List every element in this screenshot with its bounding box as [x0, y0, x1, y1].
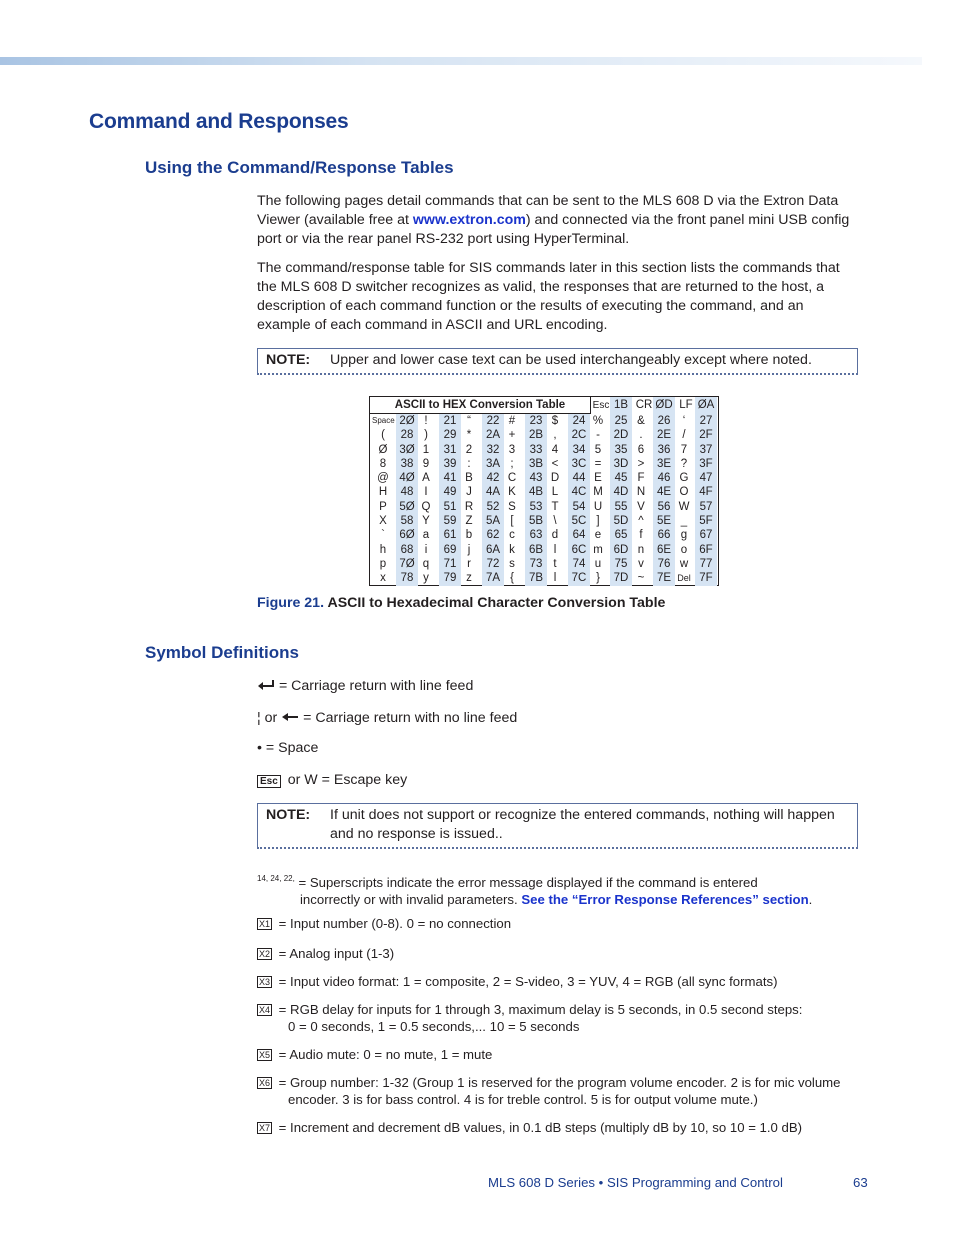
ascii-hex: 33 [529, 443, 543, 456]
ascii-hex: 57 [699, 500, 713, 513]
ascii-char: l [553, 572, 557, 585]
ascii-char: $ [551, 415, 559, 427]
ascii-hex: 2E [656, 429, 672, 442]
ascii-header-char: CR [635, 399, 653, 411]
ascii-hex: 4C [571, 486, 587, 499]
ascii-hex: 78 [400, 572, 414, 585]
ascii-hex: 4E [656, 486, 672, 499]
ascii-char: Space [372, 416, 395, 425]
variable-label-box: X3 [259, 977, 271, 987]
ascii-hex: 6D [613, 543, 629, 556]
ascii-hex: 73 [529, 557, 543, 570]
ascii-char: L [551, 486, 559, 499]
ascii-char-column [587, 414, 609, 586]
ascii-char: 7 [680, 443, 688, 456]
section-title-command-tables: Using the Command/Response Tables [145, 158, 454, 177]
ascii-hex: 41 [443, 472, 457, 485]
variable-label-box: X4 [259, 1005, 271, 1015]
ascii-hex: 4B [528, 486, 544, 499]
ascii-char: w [679, 557, 689, 570]
ascii-char: 8 [379, 457, 387, 470]
ascii-char: A [422, 472, 430, 485]
ascii-hex: 4F [699, 486, 713, 499]
left-arrow-icon [281, 712, 299, 722]
ascii-char: 5 [594, 443, 602, 456]
ascii-char: Z [465, 515, 473, 528]
ascii-char: ~ [637, 572, 645, 585]
ascii-char-column [415, 414, 437, 586]
ascii-char: K [508, 486, 516, 499]
ascii-char: + [508, 429, 516, 442]
esc-key-icon: Esc [257, 775, 281, 788]
intro-text-2: ) and connected via the front panel mini USB config port or via the rear panel RS-232 port using HyperTerminal. [257, 212, 850, 247]
ascii-char: I [424, 486, 428, 499]
footer-title: MLS 608 D Series • SIS Programming and Control [488, 1175, 783, 1190]
ascii-char: e [594, 529, 602, 542]
ascii-hex: 2F [699, 429, 713, 442]
ascii-char: @ [377, 472, 389, 485]
ascii-hex: 72 [486, 557, 500, 570]
ascii-char: ( [381, 429, 385, 442]
ascii-hex: 3A [485, 457, 501, 470]
ascii-hex: 71 [443, 557, 457, 570]
ascii-hex: 4Ø [399, 472, 415, 485]
ascii-char: ) [424, 429, 428, 442]
ascii-hex: 4D [613, 486, 629, 499]
variable-text: = Analog input (1-3) [275, 946, 395, 961]
ascii-hex: 5Ø [399, 500, 415, 513]
symbol-pipe-text: ¦ or [257, 710, 282, 726]
ascii-header-char: Esc [592, 400, 610, 411]
symbol-cr-no-lf-text: = Carriage return with no line feed [299, 710, 518, 726]
ascii-hex: 55 [614, 500, 628, 513]
ascii-hex: 51 [443, 500, 457, 513]
ascii-hex: 43 [529, 472, 543, 485]
ascii-char-column [458, 414, 480, 586]
ascii-char: C [507, 472, 517, 485]
ascii-hex: 59 [443, 515, 457, 528]
variable-label-box: X1 [259, 919, 271, 929]
ascii-hex: 67 [699, 529, 713, 542]
ascii-char: D [550, 472, 560, 485]
symbol-cr-lf-text: = Carriage return with line feed [275, 678, 474, 694]
ascii-hex: 6Ø [399, 529, 415, 542]
ascii-char: m [593, 543, 603, 556]
ascii-char: N [636, 486, 646, 499]
ascii-char: t [553, 557, 557, 570]
ascii-header-hex: 1B [610, 397, 632, 414]
ascii-char: J [466, 486, 472, 499]
note-text-2: If unit does not support or recognize the entered commands, nothing will happen and no response is issued.. [330, 807, 835, 842]
ascii-hex: 65 [614, 529, 628, 542]
ascii-hex: 2Ø [399, 415, 415, 427]
ascii-hex: 7C [571, 572, 587, 585]
variable-text: = Increment and decrement dB values, in 0.1 dB steps (multiply dB by 10, so 10 = 1.0 dB) [275, 1120, 803, 1135]
note-label: NOTE: [266, 352, 311, 368]
ascii-char: o [680, 543, 688, 556]
variable-label-box: X7 [259, 1123, 271, 1133]
ascii-hex: 7D [613, 572, 629, 585]
ascii-hex: 23 [529, 415, 543, 427]
variable-text: = RGB delay for inputs for 1 through 3, maximum delay is 5 seconds, in 0.5 second steps: [275, 1002, 803, 1017]
ascii-char: E [594, 472, 602, 485]
ascii-hex: 29 [443, 429, 457, 442]
ascii-hex: 74 [572, 557, 586, 570]
ascii-char: 2 [465, 443, 473, 456]
ascii-hex: 62 [486, 529, 500, 542]
ascii-hex-column [695, 414, 717, 586]
ascii-hex: 76 [657, 557, 671, 570]
figure-number: Figure 21. [257, 595, 325, 611]
ascii-hex: 6F [699, 543, 713, 556]
variable-text: = Group number: 1-32 (Group 1 is reserved for the program volume encoder. 2 is for mic volume [275, 1075, 841, 1090]
intro-text-1: The following pages detail commands that can be sent to the MLS 608 D via the Extron Data Viewer (available free at [257, 193, 839, 228]
ascii-char: # [508, 415, 516, 427]
ascii-hex: 5D [613, 515, 629, 528]
ascii-char: T [551, 500, 559, 513]
ascii-hex: 7F [699, 572, 713, 585]
ascii-hex: 3D [613, 457, 629, 470]
ascii-char: Ø [378, 443, 388, 456]
ascii-hex-column [610, 414, 632, 586]
ascii-char: f [639, 529, 643, 542]
ascii-hex: 2A [485, 429, 501, 442]
variable-definition [257, 1001, 857, 1035]
ascii-char: : [467, 457, 471, 470]
variable-definition [257, 1046, 857, 1063]
ascii-hex: 3E [656, 457, 672, 470]
ascii-char: 9 [422, 457, 430, 470]
symbol-cr-no-lf [257, 709, 517, 728]
ascii-hex-column [653, 414, 675, 586]
ascii-header-char: LF [679, 399, 693, 411]
ascii-hex-table [369, 396, 719, 586]
ascii-hex: 25 [614, 415, 628, 427]
table-description-paragraph: The command/response table for SIS commands later in this section lists the commands that the MLS 608 D switcher recognizes as valid, the responses that are returned to the host, a description of each command function or the results of executing the command, and an example of each command in ASCII and URL encoding. [257, 260, 840, 333]
variable-text-continued: encoder. 3 is for bass control. 4 is for treble control. 5 is for output volume mute.) [288, 1092, 758, 1107]
return-arrow-icon [257, 680, 275, 690]
ascii-char: g [680, 529, 688, 542]
ascii-hex: 4A [485, 486, 501, 499]
ascii-header-hex: ØD [653, 397, 675, 414]
ascii-char: x [380, 572, 386, 585]
ascii-hex: 6E [656, 543, 672, 556]
ascii-char: , [553, 429, 557, 442]
ascii-char: B [465, 472, 473, 485]
ascii-hex: 7Ø [399, 557, 415, 570]
ascii-char: ! [424, 415, 428, 427]
ascii-char: ‘ [682, 415, 686, 427]
ascii-char: ; [510, 457, 514, 470]
ascii-hex: 68 [400, 543, 414, 556]
ascii-char: 4 [551, 443, 559, 456]
ascii-hex: 6A [485, 543, 501, 556]
note-box-case [257, 348, 858, 375]
symbol-escape [257, 771, 407, 790]
ascii-hex: 58 [400, 515, 414, 528]
ascii-char: % [592, 415, 604, 427]
ascii-char: / [682, 429, 686, 442]
ascii-char: h [379, 543, 387, 556]
ascii-hex: 6B [528, 543, 544, 556]
ascii-char: M [593, 486, 603, 499]
ascii-hex: 42 [486, 472, 500, 485]
ascii-char: - [596, 429, 600, 442]
ascii-hex: 6C [571, 543, 587, 556]
variable-definition [257, 973, 857, 990]
ascii-hex: 3Ø [399, 443, 415, 456]
ascii-char: H [378, 486, 388, 499]
ascii-char: s [509, 557, 515, 570]
variable-label-box: X6 [259, 1078, 271, 1088]
error-reference-link[interactable]: See the “Error Response References” section [521, 892, 809, 907]
ascii-hex: 27 [699, 415, 713, 427]
ascii-char: [ [510, 515, 514, 528]
variable-text-continued: 0 = 0 seconds, 1 = 0.5 seconds,... 10 = 5 seconds [288, 1019, 580, 1034]
ascii-char: l [553, 543, 557, 556]
ascii-hex: 3B [528, 457, 544, 470]
ascii-char: } [596, 572, 600, 585]
superscript-label: 14, 24, 22, [257, 874, 295, 883]
ascii-char-column [673, 414, 695, 586]
variable-text: = Input number (0-8). 0 = no connection [275, 916, 512, 931]
ascii-hex: 32 [486, 443, 500, 456]
header-bar [0, 57, 922, 65]
ascii-char: p [379, 557, 387, 570]
ascii-char: V [637, 500, 645, 513]
ascii-char: G [679, 472, 689, 485]
ascii-char: r [467, 557, 471, 570]
ascii-char: Del [677, 573, 691, 584]
ascii-hex: 5F [699, 515, 713, 528]
ascii-char: n [637, 543, 645, 556]
ascii-hex: 7B [528, 572, 544, 585]
ascii-char: Y [422, 515, 430, 528]
ascii-hex: 46 [657, 472, 671, 485]
ascii-char: S [508, 500, 516, 513]
ascii-hex: 3C [571, 457, 587, 470]
ascii-hex: 2C [571, 429, 587, 442]
ascii-hex: 2D [613, 429, 629, 442]
ascii-char: 6 [637, 443, 645, 456]
ascii-char: P [379, 500, 387, 513]
ascii-hex: 24 [572, 415, 586, 427]
ascii-hex: 45 [614, 472, 628, 485]
symbol-space: • = Space [257, 740, 319, 756]
superscript-text-1: = Superscripts indicate the error message displayed if the command is entered [294, 875, 758, 890]
variable-text: = Audio mute: 0 = no mute, 1 = mute [275, 1047, 493, 1062]
ascii-char: ^ [638, 515, 644, 528]
ascii-char: * [466, 429, 472, 442]
extron-link[interactable]: www.extron.com [412, 212, 526, 228]
ascii-hex: 53 [529, 500, 543, 513]
figure-caption-text: ASCII to Hexadecimal Character Conversion Table [324, 595, 666, 611]
ascii-hex: 56 [657, 500, 671, 513]
ascii-hex: 5A [485, 515, 501, 528]
ascii-char: z [466, 572, 472, 585]
page-number: 63 [853, 1175, 868, 1190]
ascii-char: & [637, 415, 645, 427]
ascii-hex: 31 [443, 443, 457, 456]
ascii-hex: 48 [400, 486, 414, 499]
ascii-char-column [544, 414, 566, 586]
ascii-hex: 37 [699, 443, 713, 456]
ascii-char: O [679, 486, 689, 499]
ascii-hex: 79 [443, 572, 457, 585]
ascii-char: i [424, 543, 428, 556]
ascii-hex: 34 [572, 443, 586, 456]
ascii-char: 1 [422, 443, 430, 456]
ascii-hex: 69 [443, 543, 457, 556]
ascii-header-hex: ØA [695, 397, 717, 414]
intro-paragraph [257, 192, 857, 249]
ascii-hex: 5E [656, 515, 672, 528]
ascii-hex: 7A [485, 572, 501, 585]
ascii-char: . [639, 429, 643, 442]
ascii-char: R [464, 500, 474, 513]
ascii-char: > [637, 457, 645, 470]
ascii-char: Q [421, 500, 431, 513]
note-label-2: NOTE: [266, 807, 311, 823]
superscript-text-2: incorrectly or with invalid parameters. [300, 892, 522, 907]
ascii-hex: 35 [614, 443, 628, 456]
variable-definition [257, 945, 857, 962]
ascii-hex: 26 [657, 415, 671, 427]
ascii-hex: 63 [529, 529, 543, 542]
ascii-hex: 21 [443, 415, 457, 427]
figure-caption [257, 595, 665, 611]
variable-definition [257, 1119, 857, 1136]
ascii-char-column [501, 414, 523, 586]
superscript-text-3: . [808, 892, 813, 907]
ascii-hex: 64 [572, 529, 586, 542]
symbol-escape-text: or W = Escape key [283, 772, 408, 788]
ascii-hex: 44 [572, 472, 586, 485]
ascii-char: _ [680, 515, 688, 528]
ascii-char: y [423, 572, 429, 585]
ascii-char: “ [467, 415, 471, 427]
ascii-char: = [594, 457, 602, 470]
note-box-unsupported [257, 803, 858, 849]
ascii-hex: 61 [443, 529, 457, 542]
ascii-hex: 66 [657, 529, 671, 542]
symbol-cr-lf [257, 677, 473, 696]
ascii-char: q [422, 557, 430, 570]
ascii-hex: 49 [443, 486, 457, 499]
ascii-char: u [594, 557, 602, 570]
ascii-char: < [551, 457, 559, 470]
ascii-char: ` [381, 529, 385, 542]
ascii-char-column [630, 414, 652, 586]
ascii-table-title: ASCII to HEX Conversion Table [370, 397, 591, 414]
ascii-char: k [509, 543, 515, 556]
ascii-char: U [593, 500, 603, 513]
ascii-char: d [551, 529, 559, 542]
ascii-hex: 52 [486, 500, 500, 513]
page-title: Command and Responses [89, 110, 349, 133]
ascii-char: c [509, 529, 515, 542]
ascii-char-column [372, 414, 394, 586]
ascii-char: W [678, 500, 690, 513]
ascii-char: \ [553, 515, 557, 528]
superscript-definition [257, 870, 857, 908]
variable-label-box: X5 [259, 1050, 271, 1060]
note-text: Upper and lower case text can be used interchangeably except where noted. [330, 352, 812, 368]
ascii-char: v [638, 557, 644, 570]
ascii-char: X [379, 515, 387, 528]
ascii-hex: 39 [443, 457, 457, 470]
section-title-symbols: Symbol Definitions [145, 643, 299, 662]
variable-definition [257, 1074, 857, 1108]
ascii-hex: 75 [614, 557, 628, 570]
ascii-char: 3 [508, 443, 516, 456]
ascii-hex: 7E [656, 572, 672, 585]
ascii-char: ? [680, 457, 688, 470]
ascii-char: { [510, 572, 514, 585]
ascii-hex: 77 [699, 557, 713, 570]
ascii-char: ] [596, 515, 600, 528]
ascii-char: F [637, 472, 645, 485]
ascii-hex: 3F [699, 457, 713, 470]
variable-label-box: X2 [259, 949, 271, 959]
ascii-hex: 5C [571, 515, 587, 528]
ascii-hex: 2B [528, 429, 544, 442]
variable-text: = Input video format: 1 = composite, 2 = S-video, 3 = YUV, 4 = RGB (all sync formats) [275, 974, 778, 989]
ascii-hex: 28 [400, 429, 414, 442]
ascii-hex: 38 [400, 457, 414, 470]
ascii-hex: 22 [486, 415, 500, 427]
ascii-hex: 36 [657, 443, 671, 456]
ascii-hex: 47 [699, 472, 713, 485]
ascii-hex: 54 [572, 500, 586, 513]
ascii-hex: 5B [528, 515, 544, 528]
ascii-char: a [422, 529, 430, 542]
variable-definition [257, 915, 857, 932]
ascii-char: b [465, 529, 473, 542]
ascii-char: j [467, 543, 471, 556]
